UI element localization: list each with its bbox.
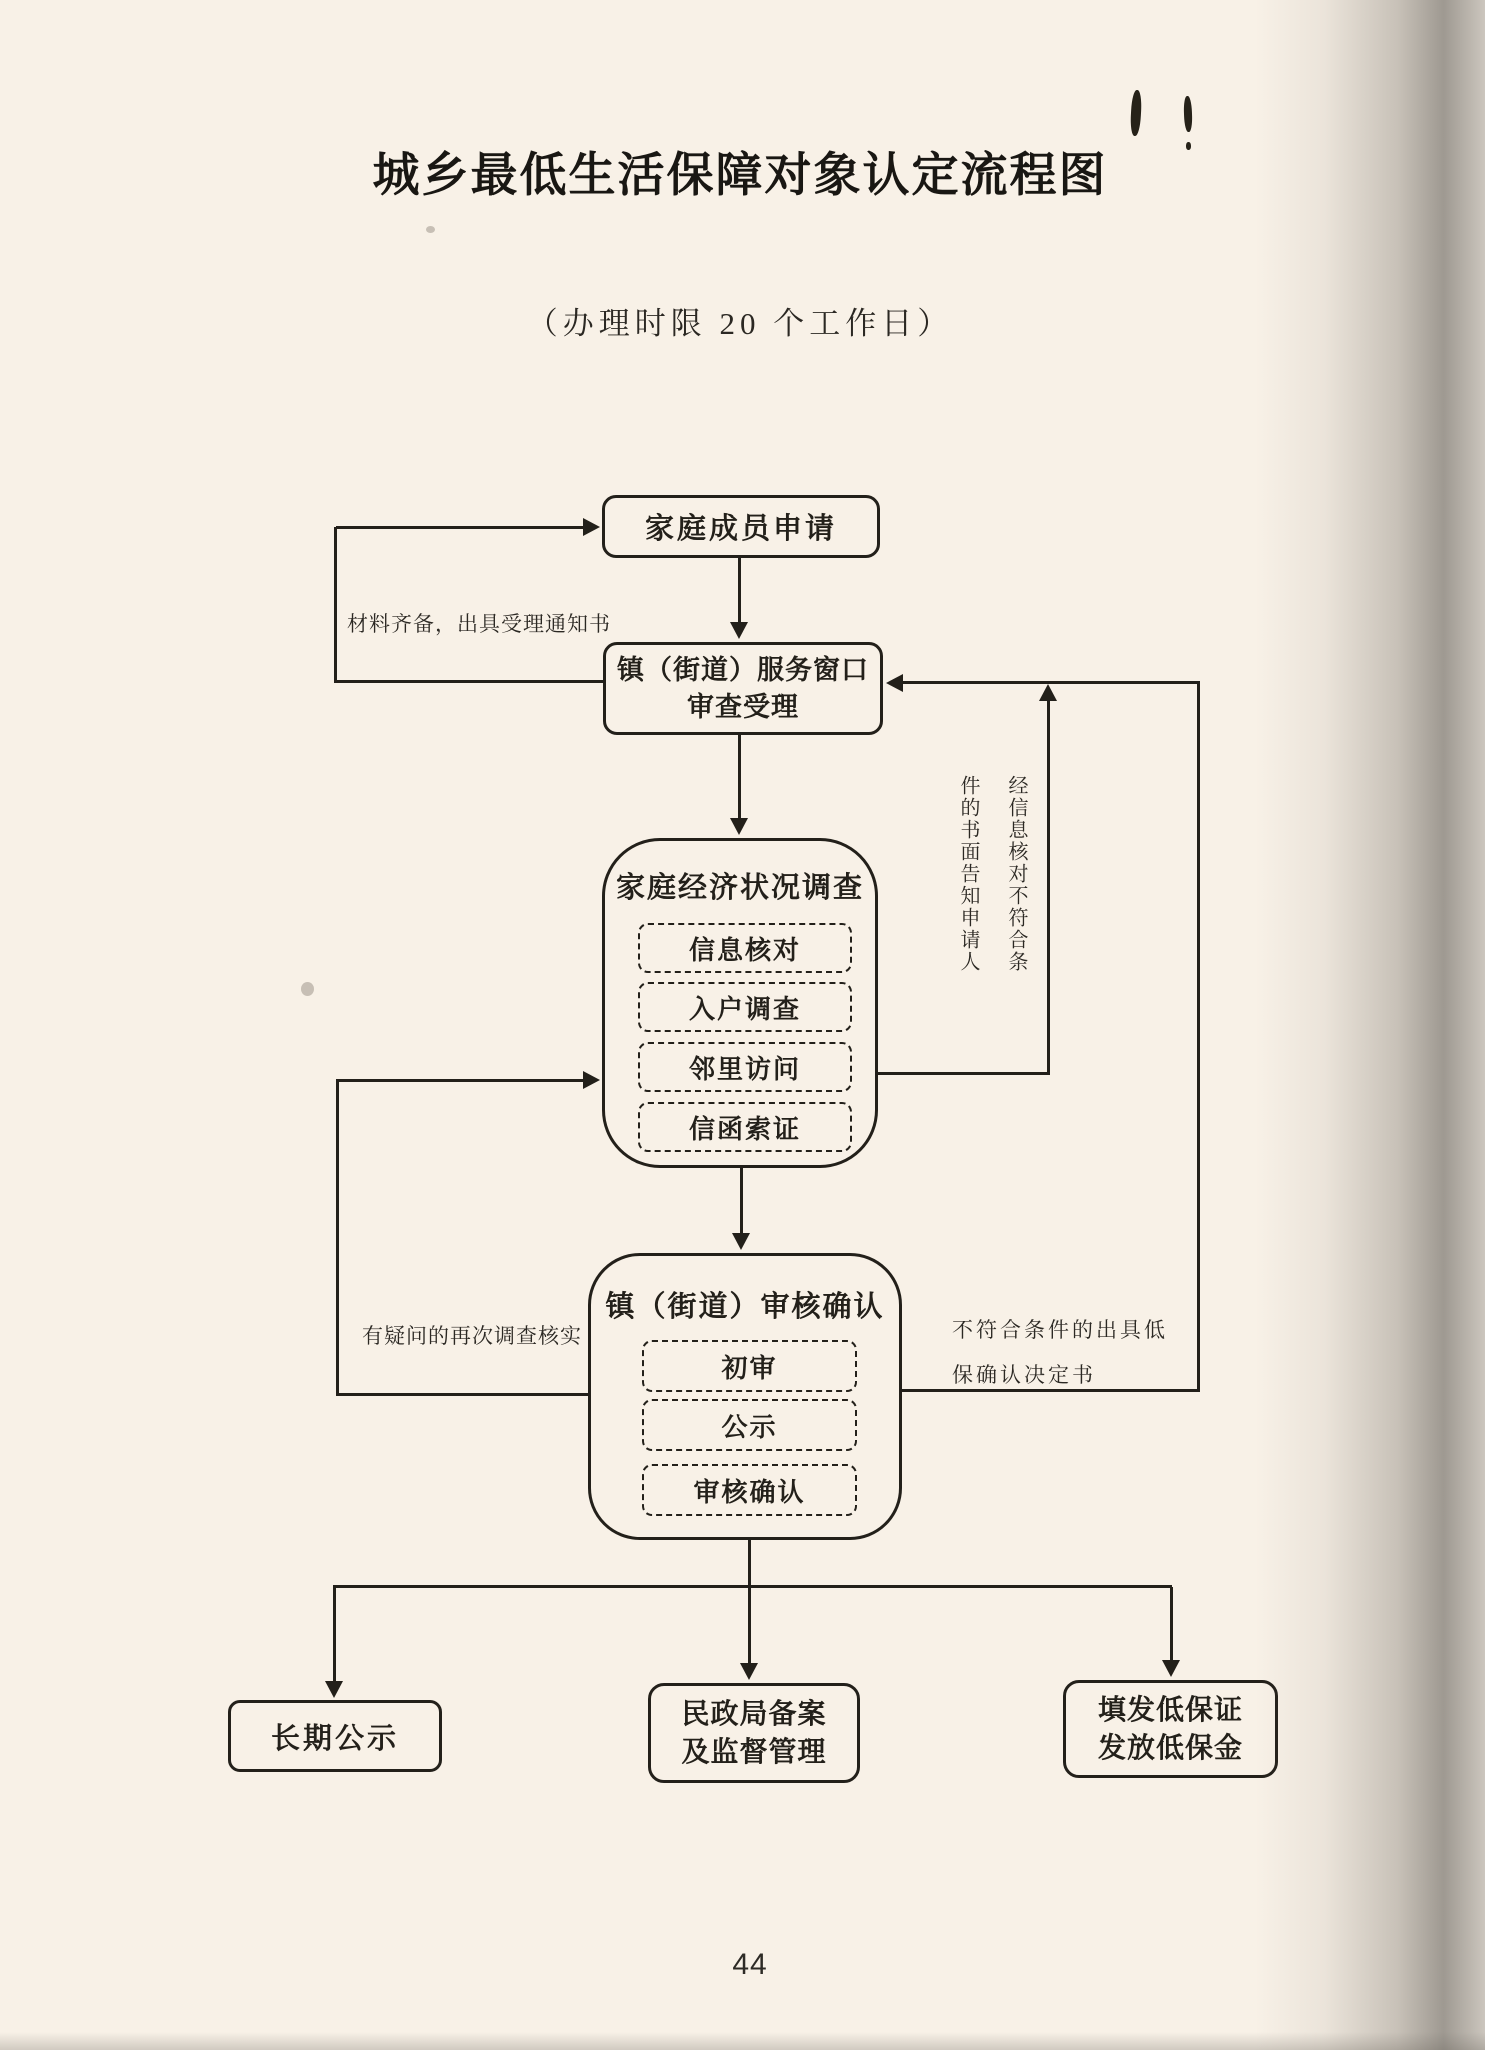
ink-mark-icon [1183, 96, 1192, 132]
step-preliminary-review [642, 1340, 857, 1392]
step-information-check [638, 923, 852, 973]
step-letter-verification-label: 信函索证 [688, 1113, 801, 1144]
page-subtitle: （办理时限 20 个工作日） [526, 306, 954, 341]
connector-into-apply [336, 526, 583, 529]
arrowhead-down-icon [1162, 1660, 1180, 1677]
step-neighborhood-interview [638, 1042, 852, 1092]
arrowhead-left-icon [886, 674, 903, 692]
connector-survey-to-confirm [740, 1168, 743, 1234]
node-issue-certificate-funds-line1: 填发低保证 [1097, 1694, 1243, 1726]
connector-apply-to-window [738, 558, 741, 623]
connector-window-to-survey [738, 735, 741, 819]
connector-distribution [334, 1585, 1172, 1588]
node-town-service-window [603, 642, 883, 735]
scan-bottom-shadow [0, 2032, 1485, 2050]
step-review-confirmation [642, 1464, 857, 1516]
edge-label-info-check-fail [930, 775, 1040, 1175]
node-family-application [602, 495, 880, 558]
step-household-visit-survey [638, 982, 852, 1032]
edge-label-not-qualified-line1: 不符合条件的出具低 [952, 1319, 1168, 1342]
connector-window-left [335, 680, 603, 683]
arrowhead-down-icon [730, 622, 748, 639]
step-letter-verification [638, 1102, 852, 1152]
edge-label-not-qualified [952, 1308, 1168, 1398]
step-information-check-label: 信息核对 [688, 934, 801, 965]
step-neighborhood-interview-label: 邻里访问 [688, 1053, 801, 1084]
connector-into-survey [338, 1079, 583, 1082]
node-long-term-publicity [228, 1700, 442, 1772]
arrowhead-down-icon [740, 1663, 758, 1680]
step-review-confirmation-label: 审核确认 [693, 1476, 806, 1507]
arrowhead-up-icon [1039, 684, 1057, 701]
edge-label-not-qualified-line2: 保确认决定书 [952, 1364, 1096, 1388]
step-household-visit-survey-label: 入户调查 [688, 993, 801, 1024]
connector-right-vertical-outer [1197, 681, 1200, 1392]
connector-to-issue [1170, 1587, 1173, 1661]
connector-confirm-left [337, 1393, 588, 1396]
connector-left-vertical-2 [336, 1079, 339, 1396]
smudge-mark-icon [301, 982, 314, 996]
step-public-announcement-label: 公示 [721, 1411, 778, 1442]
node-town-service-window-line1: 镇（街道）服务窗口 [617, 655, 869, 686]
connector-into-window-right [900, 681, 1200, 684]
node-civil-affairs-record-line2: 及监督管理 [681, 1736, 827, 1767]
arrowhead-down-icon [730, 818, 748, 835]
page-number: 44 [732, 1948, 768, 1981]
ink-mark-icon [1186, 142, 1191, 150]
node-town-service-window-line2: 审查受理 [687, 691, 799, 722]
node-long-term-publicity-label: 长期公示 [270, 1722, 399, 1755]
node-family-economic-survey-title: 家庭经济状况调查 [615, 872, 864, 904]
page-title: 城乡最低生活保障对象认定流程图 [372, 148, 1108, 203]
connector-to-publicity [333, 1585, 336, 1682]
connector-left-vertical-1 [334, 527, 337, 683]
arrowhead-down-icon [732, 1233, 750, 1250]
node-issue-certificate-funds-line2: 发放低保金 [1097, 1732, 1243, 1763]
node-town-review-confirm-title: 镇（街道）审核确认 [605, 1291, 885, 1323]
edge-label-info-check-fail-line2: 件的书面告知申请人 [957, 775, 979, 973]
smudge-mark-icon [426, 226, 435, 233]
node-family-application-label: 家庭成员申请 [644, 513, 837, 545]
scan-edge-shadow [1255, 0, 1485, 2050]
node-civil-affairs-record [648, 1683, 860, 1783]
arrowhead-down-icon [325, 1681, 343, 1698]
edge-label-materials-ready: 材料齐备，出具受理通知书 [347, 613, 611, 636]
connector-confirm-exit [748, 1540, 751, 1587]
connector-right-vertical-inner [1047, 700, 1050, 1074]
ink-mark-icon [1130, 90, 1142, 136]
connector-to-record [748, 1587, 751, 1664]
node-civil-affairs-record-line1: 民政局备案 [681, 1698, 827, 1730]
node-issue-certificate-funds [1063, 1680, 1278, 1778]
edge-label-doubt-recheck: 有疑问的再次调查核实 [362, 1325, 582, 1348]
arrowhead-right-icon [583, 1071, 600, 1089]
step-public-announcement [642, 1399, 857, 1451]
step-preliminary-review-label: 初审 [721, 1352, 778, 1383]
edge-label-info-check-fail-line1: 经信息核对不符合条 [1005, 775, 1027, 973]
arrowhead-right-icon [583, 518, 600, 536]
